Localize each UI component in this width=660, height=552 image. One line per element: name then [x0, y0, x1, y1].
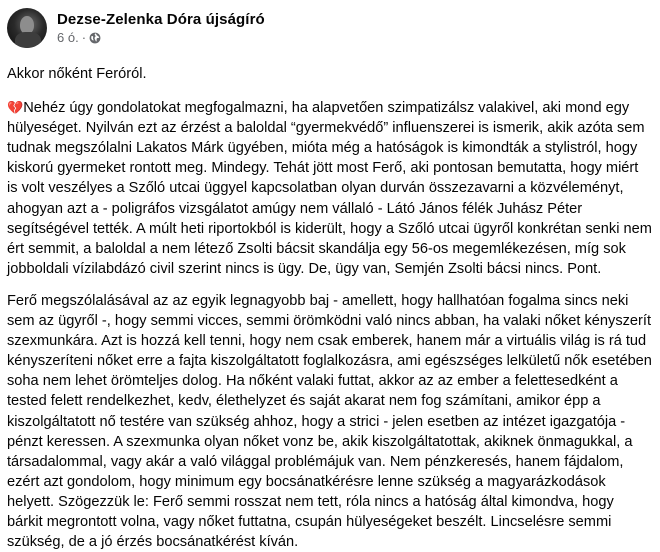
broken-heart-icon: 💔 — [7, 100, 24, 116]
avatar[interactable] — [7, 8, 47, 48]
avatar-body — [15, 32, 41, 48]
post-time[interactable]: 6 ó. — [57, 29, 79, 45]
post-body — [7, 64, 652, 552]
separator: · — [81, 29, 87, 45]
globe-icon[interactable] — [89, 32, 101, 44]
post-paragraph — [7, 98, 652, 279]
post-paragraph-text: Nehéz úgy gondolatokat megfogalmazni, ha alapvetően szimpatizálsz valakivel, aki mond egy hülyeséget. Nyilván ezt az érzést a baloldal “gyermekvédő” influenszerei is ismerik, akik azóta sem tudnak megszólalni Lakatos Márk ügyében, mióta még a hatóságok is kimondták a stylistról, hogy kiskorú gyermeket rontott meg. Mindegy. Tehát jött most Ferő, aki pontosan bemutatta, hogy miért is volt veszélyes a Szőló utcai üggyel kapcsolatban olyan durván összezavarni a közvéleményt, ahogyan azt a - poligráfos vizsgálatot amúgy nem vállaló - Látó János félék Juhász Péter segítségével tették. A múlt heti riportokból is kiderült, hogy a Szőló utcai ügyről konkrétan senki nem ért semmit, a baloldal a nem létező Zsolti bácsit skandálja egy 56-os megemlékezésen, míg sok jobboldali vízilabdázó civil szerint nincs is ügy. De, ügy van, Semjén Zsolti bácsi nincs. Pont. — [7, 100, 652, 277]
post-paragraph: Akkor nőként Feróról. — [7, 66, 147, 82]
post-header — [7, 0, 652, 50]
post-subline — [57, 30, 265, 46]
post-meta — [57, 11, 265, 46]
post-paragraph: Ferő megszólalásával az az egyik legnagyobb baj - amellett, hogy hallhatóan fogalma sincs neki sem az ügyről -, hogy semmi vicces, semmi örömködni való nincs abban, ha valaki nőket kényszerít szexmunkára. Azt is hozzá kell tenni, hogy nem csak emberek, hanem már a virtuális világ is rá tud kényszeríteni nőket erre a fajta kiszolgáltatott foglalkozásra, ami egészséges lelkületű nők esetében soha nem lehet örömteljes dolog. Ha nőként valaki futtat, akkor az az ember a felettesedként a tested felett rendelkezhet, kedv, élethelyzet és saját akarat nem fog számítani, amikor épp a kiszolgáltatott nő testére van szükség ahhoz, hogy a strici - jelen esetben az intézet igazgatója - pénzt keressen. A szexmunka olyan nőket vonz be, akik kiszolgáltatottak, akiknek önmagukkal, a társadalommal, vagy akár a való világgal problémájuk van. Nem pénzkeresés, hanem fájdalom, ezért azt gondolom, hogy minimum egy bocsánatkérésre lenne szükség a magyarázkodások helyett. Szögezzük le: Ferő semmi rosszat nem tett, róla nincs a hatóság által kimondva, hogy bárkit megrontott volna, vagy nőket futtatna, csupán hülyeségeket beszélt. Lincselésre semmi szükség, de a jó érzés bocsánatkérést kíván. — [7, 292, 652, 551]
author-name[interactable]: Dezse-Zelenka Dóra újságíró — [57, 10, 265, 28]
